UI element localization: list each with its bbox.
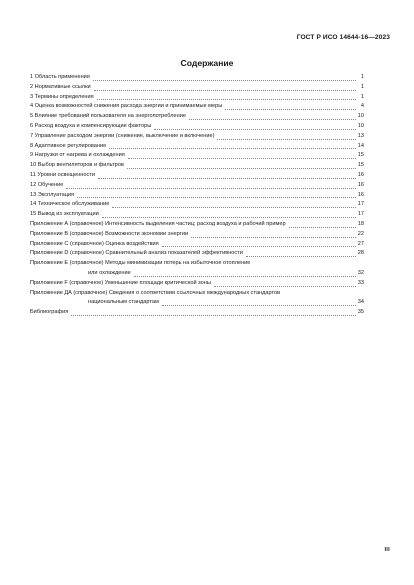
toc-entry-appendix-e[interactable] bbox=[30, 259, 364, 279]
toc-entry-page: 32 bbox=[357, 269, 364, 276]
toc-entry-label: 8 Адаптивное регулирование bbox=[30, 142, 107, 149]
toc-leader-dots bbox=[97, 94, 356, 100]
toc-leader-dots bbox=[127, 163, 356, 169]
toc-entry-page: 1 bbox=[360, 83, 364, 90]
toc-leader-dots bbox=[94, 85, 356, 91]
toc-entry-page: 10 bbox=[357, 113, 364, 120]
toc-entry-label: 4 Оценка возможностей снижения расхода энергии и принимаемые меры bbox=[30, 103, 223, 110]
toc-leader-dots bbox=[102, 212, 356, 218]
toc-entry[interactable] bbox=[30, 191, 364, 201]
toc-entry-page: 18 bbox=[357, 220, 364, 227]
toc-title: Содержание bbox=[180, 58, 234, 68]
toc-entry[interactable] bbox=[30, 230, 364, 240]
toc-entry-label-continuation: национальным стандартам bbox=[88, 299, 159, 306]
toc-leader-dots bbox=[98, 173, 356, 179]
toc-entry-page: 33 bbox=[357, 279, 364, 286]
toc-entry-page: 10 bbox=[357, 122, 364, 129]
toc-entry-page: 1 bbox=[360, 93, 364, 100]
toc-entry-label: 12 Обучение bbox=[30, 181, 64, 188]
toc-entry-page: 22 bbox=[357, 230, 364, 237]
toc-entry-label: 7 Управление расходом энергии (снижение, выключение и включение) bbox=[30, 132, 215, 139]
toc-entry-page: 16 bbox=[357, 181, 364, 188]
toc-leader-dots bbox=[112, 202, 355, 208]
toc-leader-dots bbox=[134, 271, 356, 277]
toc-entry[interactable] bbox=[30, 102, 364, 112]
toc-entry[interactable] bbox=[30, 240, 364, 250]
toc-entry-label: 15 Вывод из эксплуатации bbox=[30, 211, 99, 218]
toc-entry-label: 11 Уровни освещенности bbox=[30, 171, 95, 178]
toc-entry-page: 17 bbox=[357, 211, 364, 218]
toc-leader-dots bbox=[214, 281, 356, 287]
toc-entry-label: 13 Эксплуатация bbox=[30, 191, 75, 198]
toc-entry[interactable] bbox=[30, 171, 364, 181]
toc-leader-dots bbox=[93, 75, 356, 81]
toc-entry-label: 10 Выбор вентиляторов и фильтров bbox=[30, 162, 124, 169]
toc-entry[interactable] bbox=[30, 151, 364, 161]
toc-entry[interactable] bbox=[30, 112, 364, 122]
toc-entry-label: 5 Влияние требований пользователя на энергопотребление bbox=[30, 113, 186, 120]
toc-leader-dots bbox=[289, 222, 356, 228]
toc-entry-label-continuation: или охлаждение bbox=[88, 269, 131, 276]
toc-entry-label: 14 Техническое обслуживание bbox=[30, 201, 110, 208]
toc-entry-label: 3 Термины определения bbox=[30, 93, 94, 100]
toc-leader-dots bbox=[189, 114, 356, 120]
toc-entry-bibliography[interactable] bbox=[30, 308, 364, 318]
toc-main-entries bbox=[30, 73, 364, 259]
toc-entry-label: Библиография bbox=[30, 309, 69, 316]
toc-entry[interactable] bbox=[30, 200, 364, 210]
page-number: III bbox=[384, 547, 390, 553]
toc-entry[interactable] bbox=[30, 220, 364, 230]
toc-leader-dots bbox=[154, 124, 356, 130]
toc-entry-label: Приложение А (справочное) Интенсивность выделения частиц; расход воздуха и рабочий пример bbox=[30, 220, 286, 227]
toc-entry-label: 1 Область применения bbox=[30, 74, 90, 80]
toc-entry-page: 15 bbox=[357, 152, 364, 159]
toc-entry-label: 2 Нормативные ссылки bbox=[30, 83, 91, 90]
toc-entry-label: Приложение С (справочное) Оценка воздействия bbox=[30, 240, 159, 247]
toc-entry-appendix-f[interactable] bbox=[30, 279, 364, 289]
toc-entry-label: Приложение D (справочное) Сравнительный анализ показателей эффективности bbox=[30, 250, 243, 257]
toc-entry-page: 17 bbox=[357, 201, 364, 208]
toc-leader-dots bbox=[128, 153, 356, 159]
toc-entry-page: 35 bbox=[357, 309, 364, 316]
toc-leader-dots bbox=[246, 251, 356, 257]
toc-entry[interactable] bbox=[30, 161, 364, 171]
toc-entry[interactable] bbox=[30, 181, 364, 191]
toc-entry-label: Приложение В (справочное) Возможности экономии энергии bbox=[30, 230, 189, 237]
toc-leader-dots bbox=[225, 104, 356, 110]
toc-entry[interactable] bbox=[30, 83, 364, 93]
toc-entry-page: 34 bbox=[357, 299, 364, 306]
toc-entry-page: 16 bbox=[357, 191, 364, 198]
toc-entry[interactable] bbox=[30, 73, 364, 83]
toc-entry[interactable] bbox=[30, 122, 364, 132]
toc-entry-page: 16 bbox=[357, 171, 364, 178]
toc-leader-dots bbox=[109, 143, 356, 149]
toc-entry-label: Приложение ДА (справочное) Сведения о соответствии ссылочных международных стандартов bbox=[30, 289, 281, 296]
toc-entry[interactable] bbox=[30, 210, 364, 220]
toc-entry[interactable] bbox=[30, 142, 364, 152]
toc-entry-page: 15 bbox=[357, 162, 364, 169]
toc-entry-label: 9 Нагрузки от нагрева и охлаждения bbox=[30, 152, 125, 159]
toc-entry-label: 6 Расход воздуха и компенсирующие факторы bbox=[30, 122, 152, 129]
toc-entry-label: Приложение F (справочное) Уменьшение площади критической зоны bbox=[30, 279, 211, 286]
toc-leader-dots bbox=[162, 300, 356, 306]
toc-entry-page: 27 bbox=[357, 240, 364, 247]
toc-leader-dots bbox=[191, 232, 356, 238]
toc-entry-page: 13 bbox=[357, 132, 364, 139]
toc-leader-dots bbox=[217, 134, 355, 140]
toc-entry-label: Приложение Е (справочное) Методы минимизации потерь на избыточное отопление bbox=[30, 260, 251, 267]
toc-leader-dots bbox=[71, 310, 356, 316]
toc-leader-dots bbox=[66, 183, 355, 189]
table-of-contents bbox=[30, 73, 364, 318]
toc-entry[interactable] bbox=[30, 249, 364, 259]
toc-leader-dots bbox=[162, 241, 356, 247]
toc-entry-page: 4 bbox=[360, 103, 364, 110]
toc-entry[interactable] bbox=[30, 132, 364, 142]
document-header-code: ГОСТ Р ИСО 14644-16—2023 bbox=[296, 34, 390, 41]
toc-entry-appendix-da[interactable] bbox=[30, 289, 364, 309]
toc-entry-page: 14 bbox=[357, 142, 364, 149]
toc-entry[interactable] bbox=[30, 93, 364, 103]
toc-entry-page: 28 bbox=[357, 250, 364, 257]
toc-entry-page: 1 bbox=[360, 74, 364, 80]
toc-leader-dots bbox=[77, 192, 356, 198]
